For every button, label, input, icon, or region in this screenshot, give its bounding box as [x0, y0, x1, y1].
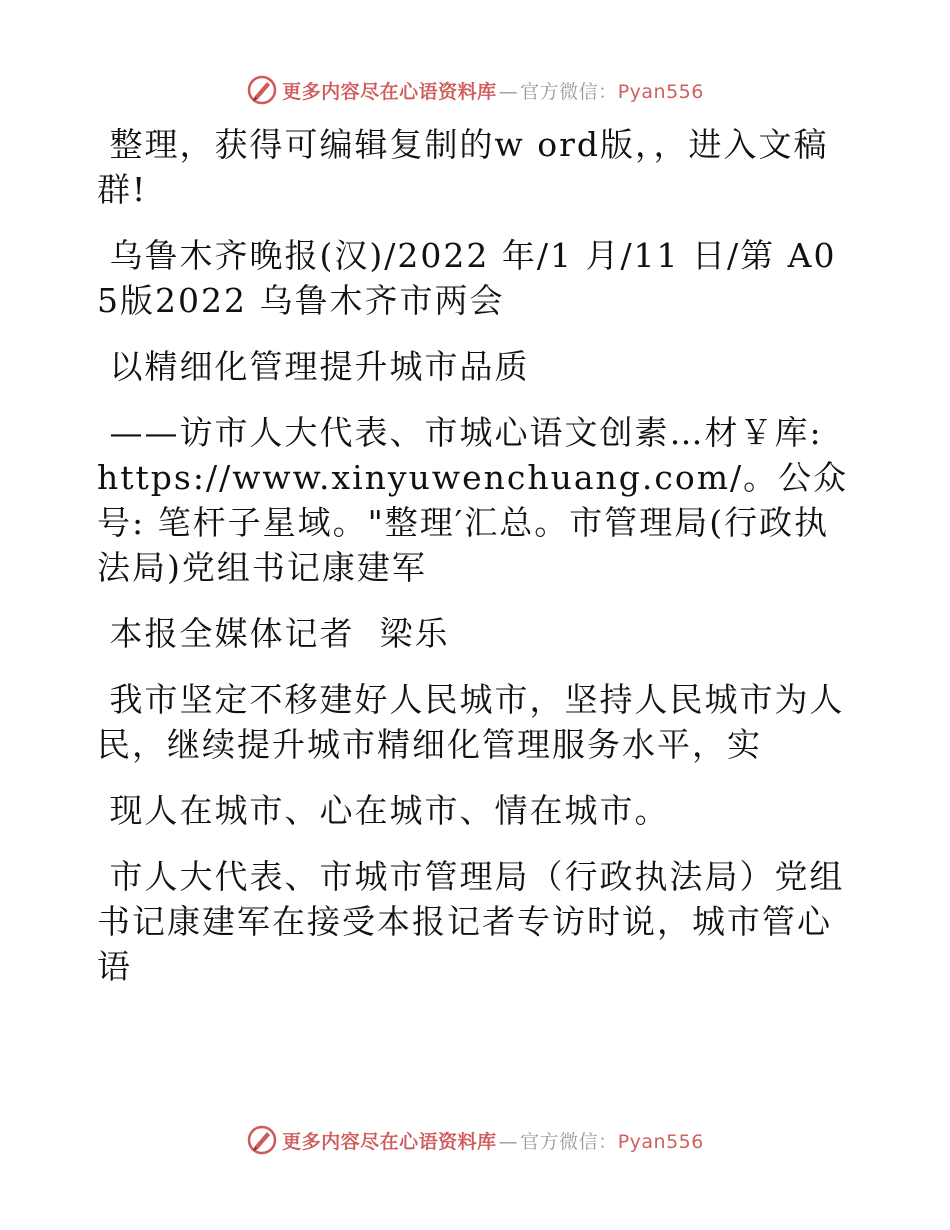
paragraph-body-2: 现人在城市、心在城市、情在城市。 — [97, 791, 670, 830]
header-separator: — — [498, 80, 519, 103]
paragraph-intro-note: 整理，获得可编辑复制的w ord版，，进入文稿群! — [97, 125, 829, 209]
article-byline: 本报全媒体记者 梁乐 — [97, 614, 450, 653]
footer-banner-text — [282, 1127, 704, 1154]
header-wechat-label: 官方微信： — [520, 80, 618, 103]
document-body — [97, 122, 857, 1010]
paragraph-body-1: 我市坚定不移建好人民城市，坚持人民城市为人民，继续提升城市精细化管理服务水平，实 — [97, 680, 845, 764]
header-banner-text — [282, 77, 704, 104]
article-headline: 以精细化管理提升城市品质 — [97, 347, 530, 386]
footer-banner — [0, 1120, 950, 1160]
footer-slogan: 更多内容尽在心语资料库 — [282, 1130, 497, 1153]
header-banner — [0, 70, 950, 110]
pen-seal-logo-icon — [246, 74, 278, 106]
header-slogan: 更多内容尽在心语资料库 — [282, 80, 497, 103]
footer-wechat-label: 官方微信： — [520, 1130, 618, 1153]
paragraph-source-line: 乌鲁木齐晚报(汉)/2022 年/1 月/11 日/第 A05版2022 乌鲁木齐市两会 — [97, 236, 837, 320]
footer-separator: — — [498, 1130, 519, 1153]
pen-seal-logo-icon — [246, 1124, 278, 1156]
article-subheadline: ——访市人大代表、市城心语文创素…材￥库: https://www.xinyuwenchuang.com/。公众号: 笔杆子星域。"整理′汇总。市管理局(行政执法局)党组书记康建军 — [97, 413, 849, 587]
header-wechat-id: Pyan556 — [617, 80, 704, 103]
footer-wechat-id: Pyan556 — [617, 1130, 704, 1153]
paragraph-body-3: 市人大代表、市城市管理局（行政执法局）党组书记康建军在接受本报记者专访时说，城市管心语 — [97, 857, 845, 986]
